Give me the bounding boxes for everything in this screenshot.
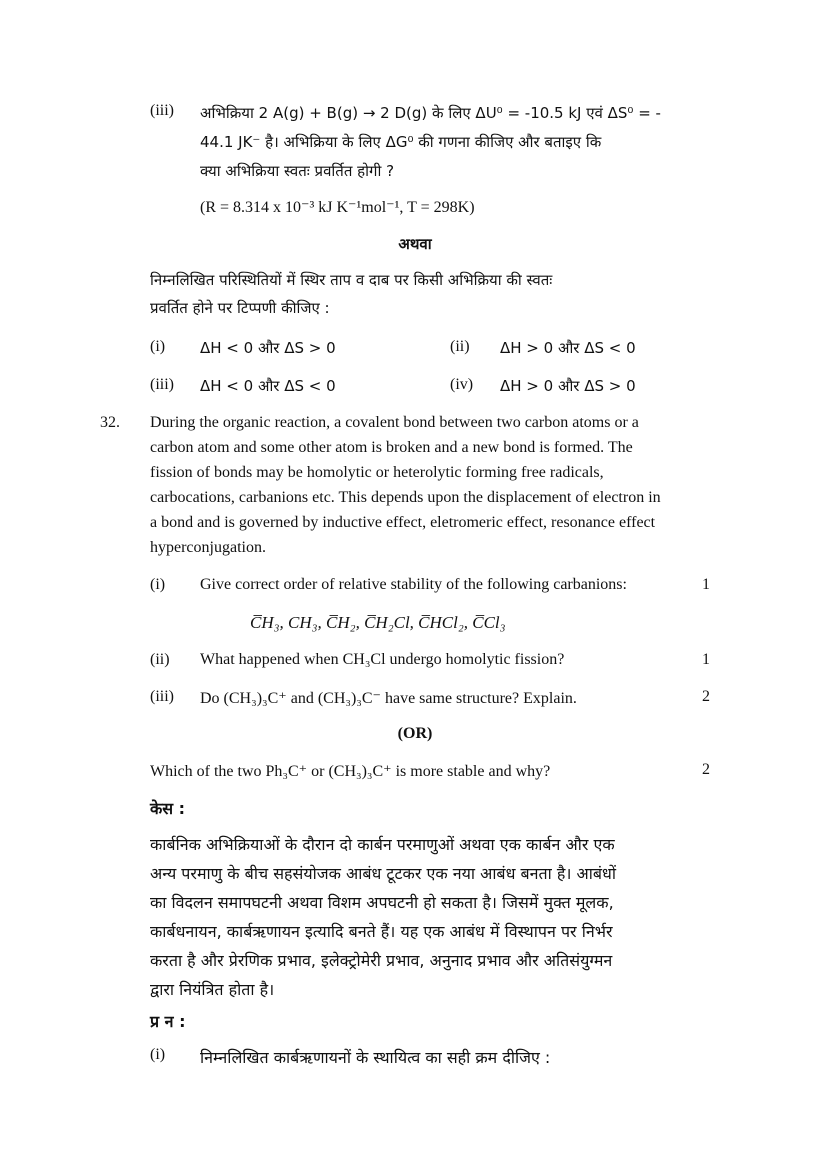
q32-alt-marks: 2: [702, 761, 710, 778]
q31-iii-number: (iii): [150, 102, 174, 119]
case-i-number: (i): [150, 1046, 166, 1063]
case-passage-line: कार्बनिक अभिक्रियाओं के दौरान दो कार्बन परमाणुओं अथवा एक कार्बन और एक: [150, 835, 615, 854]
case-passage-line: द्वारा नियंत्रित होता है।: [150, 980, 275, 999]
option-number: (i): [150, 338, 166, 355]
q32-passage-line: carbon atom and some other atom is broken and a new bond is formed. The: [150, 439, 633, 456]
q32-passage-line: carbocations, carbanions etc. This depends upon the displacement of electron in: [150, 489, 661, 506]
q32-i-number: (i): [150, 576, 166, 593]
option-number: (iii): [150, 376, 174, 393]
carbanion-list: C̅H₃, CH₃, C̅H₂, C̅H₂Cl, C̅HCl₂, C̅Cl₃: [250, 613, 506, 632]
q32-ii-text: What happened when CH₃Cl undergo homolytic fission?: [200, 651, 565, 668]
q31-iii-line2: 44.1 JK⁻ है। अभिक्रिया के लिए ΔG⁰ की गणना कीजिए और बताइए कि: [200, 133, 602, 151]
q32-passage-line: hyperconjugation.: [150, 539, 266, 556]
or-english: (OR): [397, 725, 433, 742]
question-heading: प्र न :: [150, 1012, 186, 1031]
q31-iii-line1: अभिक्रिया 2 A(g) + B(g) → 2 D(g) के लिए ΔU⁰ = -10.5 kJ एवं ΔS⁰ = -: [200, 104, 661, 122]
option-text: ΔH < 0 और ΔS < 0: [200, 377, 336, 395]
case-i-text: निम्नलिखित कार्बऋणायनों के स्थायित्व का सही क्रम दीजिए :: [200, 1048, 551, 1067]
q32-iii-marks: 2: [702, 688, 710, 705]
q32-passage-line: fission of bonds may be homolytic or heterolytic forming free radicals,: [150, 464, 604, 481]
q32-i-text: Give correct order of relative stability of the following carbanions:: [200, 576, 627, 593]
q31-constants: (R = 8.314 x 10⁻³ kJ K⁻¹mol⁻¹, T = 298K): [200, 199, 475, 216]
q32-alt-text: Which of the two Ph₃C⁺ or (CH₃)₃C⁺ is more stable and why?: [150, 763, 551, 780]
case-passage-line: अन्य परमाणु के बीच सहसंयोजक आबंध टूटकर एक नया आबंध बनता है। आबंधों: [150, 864, 616, 883]
q31-alt-line1: निम्नलिखित परिस्थितियों में स्थिर ताप व दाब पर किसी अभिक्रिया की स्वतः: [150, 271, 553, 289]
case-passage-line: करता है और प्रेरणिक प्रभाव, इलेक्ट्रोमेरी प्रभाव, अनुनाद प्रभाव और अतिसंयुग्मन: [150, 951, 613, 970]
case-passage-line: कार्बधनायन, कार्बऋणायन इत्यादि बनते हैं। यह एक आबंध में विस्थापन पर निर्भर: [150, 922, 613, 941]
q32-ii-number: (ii): [150, 651, 170, 668]
option-number: (ii): [450, 338, 470, 355]
or-hindi: अथवा: [398, 235, 432, 253]
option-number: (iv): [450, 376, 474, 393]
case-heading: केस :: [150, 799, 186, 818]
q31-iii-line3: क्या अभिक्रिया स्वतः प्रवर्तित होगी ?: [200, 162, 395, 180]
q32-iii-number: (iii): [150, 688, 174, 705]
q32-number: 32.: [100, 414, 120, 431]
option-text: ΔH < 0 और ΔS > 0: [200, 339, 336, 357]
q32-iii-text: Do (CH₃)₃C⁺ and (CH₃)₃C⁻ have same structure? Explain.: [200, 690, 577, 707]
q32-passage-line: During the organic reaction, a covalent bond between two carbon atoms or a: [150, 414, 639, 431]
option-text: ΔH > 0 और ΔS > 0: [500, 377, 636, 395]
q32-passage-line: a bond and is governed by inductive effect, eletromeric effect, resonance effect: [150, 514, 656, 531]
case-passage-line: का विदलन समापघटनी अथवा विशम अपघटनी हो सकता है। जिसमें मुक्त मूलक,: [150, 893, 614, 912]
option-text: ΔH > 0 और ΔS < 0: [500, 339, 636, 357]
q32-ii-marks: 1: [702, 651, 710, 668]
q31-alt-line2: प्रवर्तित होने पर टिप्पणी कीजिए :: [150, 299, 330, 317]
q32-i-marks: 1: [702, 576, 710, 593]
